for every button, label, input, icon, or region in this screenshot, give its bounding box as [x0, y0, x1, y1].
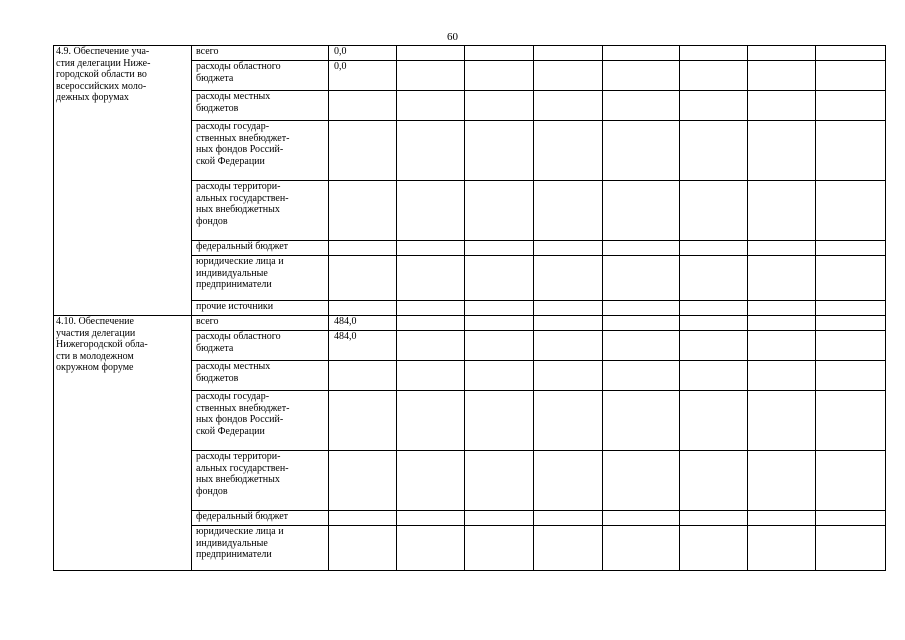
empty-cell: [397, 91, 465, 121]
empty-cell: [397, 121, 465, 181]
empty-cell: [816, 526, 886, 571]
empty-cell: [397, 46, 465, 61]
funding-source-cell: юридические лица и индивидуальные предприниматели: [192, 526, 329, 571]
empty-cell: [465, 301, 534, 316]
empty-cell: [680, 46, 748, 61]
budget-table: [53, 45, 886, 571]
empty-cell: [680, 511, 748, 526]
funding-source-cell: расходы государ- ственных внебюджет- ных фондов Россий- ской Федерации: [192, 391, 329, 451]
empty-cell: [748, 316, 816, 331]
funding-source-cell: федеральный бюджет: [192, 241, 329, 256]
empty-cell: [680, 331, 748, 361]
empty-cell: [816, 61, 886, 91]
empty-cell: [748, 241, 816, 256]
funding-source-cell: расходы областного бюджета: [192, 61, 329, 91]
empty-cell: [534, 316, 603, 331]
empty-cell: [397, 316, 465, 331]
empty-cell: [748, 391, 816, 451]
empty-cell: [465, 61, 534, 91]
empty-cell: [603, 91, 680, 121]
amount-cell: [329, 91, 397, 121]
empty-cell: [680, 316, 748, 331]
empty-cell: [603, 121, 680, 181]
empty-cell: [397, 361, 465, 391]
empty-cell: [465, 46, 534, 61]
empty-cell: [603, 316, 680, 331]
empty-cell: [603, 361, 680, 391]
empty-cell: [680, 391, 748, 451]
funding-source-cell: расходы государ- ственных внебюджет- ных фондов Россий- ской Федерации: [192, 121, 329, 181]
empty-cell: [748, 256, 816, 301]
empty-cell: [534, 511, 603, 526]
funding-source-cell: расходы местных бюджетов: [192, 361, 329, 391]
empty-cell: [748, 331, 816, 361]
amount-cell: [329, 301, 397, 316]
empty-cell: [680, 181, 748, 241]
empty-cell: [748, 361, 816, 391]
empty-cell: [680, 91, 748, 121]
empty-cell: [603, 61, 680, 91]
empty-cell: [397, 61, 465, 91]
empty-cell: [534, 526, 603, 571]
page-number: 60: [447, 31, 458, 43]
empty-cell: [603, 526, 680, 571]
empty-cell: [816, 256, 886, 301]
empty-cell: [680, 256, 748, 301]
funding-source-cell: расходы областного бюджета: [192, 331, 329, 361]
empty-cell: [534, 91, 603, 121]
empty-cell: [680, 241, 748, 256]
empty-cell: [748, 181, 816, 241]
empty-cell: [816, 241, 886, 256]
empty-cell: [603, 331, 680, 361]
amount-cell: [329, 361, 397, 391]
funding-source-cell: прочие источники: [192, 301, 329, 316]
empty-cell: [397, 451, 465, 511]
empty-cell: [465, 391, 534, 451]
empty-cell: [680, 121, 748, 181]
empty-cell: [603, 451, 680, 511]
empty-cell: [465, 241, 534, 256]
empty-cell: [816, 451, 886, 511]
empty-cell: [748, 301, 816, 316]
empty-cell: [816, 301, 886, 316]
empty-cell: [748, 121, 816, 181]
empty-cell: [816, 121, 886, 181]
empty-cell: [816, 91, 886, 121]
amount-cell: [329, 391, 397, 451]
empty-cell: [748, 46, 816, 61]
table-body: [54, 46, 886, 571]
empty-cell: [534, 331, 603, 361]
empty-cell: [397, 331, 465, 361]
funding-source-cell: расходы местных бюджетов: [192, 91, 329, 121]
empty-cell: [465, 256, 534, 301]
empty-cell: [680, 61, 748, 91]
empty-cell: [397, 391, 465, 451]
empty-cell: [465, 451, 534, 511]
table-row: [54, 46, 886, 61]
empty-cell: [680, 361, 748, 391]
empty-cell: [603, 181, 680, 241]
funding-source-cell: всего: [192, 316, 329, 331]
empty-cell: [680, 301, 748, 316]
empty-cell: [534, 361, 603, 391]
measure-name-cell: 4.9. Обеспечение уча- стия делегации Ниже- городской области во всероссийских моло- дежных форумах: [54, 46, 192, 316]
empty-cell: [397, 301, 465, 316]
empty-cell: [397, 526, 465, 571]
empty-cell: [534, 241, 603, 256]
empty-cell: [465, 361, 534, 391]
empty-cell: [816, 316, 886, 331]
empty-cell: [465, 511, 534, 526]
amount-cell: 484,0: [329, 331, 397, 361]
empty-cell: [748, 451, 816, 511]
amount-cell: [329, 121, 397, 181]
empty-cell: [534, 61, 603, 91]
empty-cell: [603, 241, 680, 256]
empty-cell: [603, 256, 680, 301]
amount-cell: [329, 241, 397, 256]
empty-cell: [397, 256, 465, 301]
measure-name-cell: 4.10. Обеспечение участия делегации Нижегородской обла- сти в молодежном окружном форуме: [54, 316, 192, 571]
empty-cell: [603, 301, 680, 316]
empty-cell: [748, 526, 816, 571]
empty-cell: [465, 526, 534, 571]
empty-cell: [465, 91, 534, 121]
funding-source-cell: всего: [192, 46, 329, 61]
empty-cell: [397, 511, 465, 526]
amount-cell: [329, 181, 397, 241]
empty-cell: [534, 391, 603, 451]
empty-cell: [816, 181, 886, 241]
amount-cell: [329, 256, 397, 301]
funding-source-cell: юридические лица и индивидуальные предприниматели: [192, 256, 329, 301]
empty-cell: [748, 61, 816, 91]
empty-cell: [534, 121, 603, 181]
empty-cell: [603, 46, 680, 61]
empty-cell: [465, 181, 534, 241]
amount-cell: 0,0: [329, 61, 397, 91]
empty-cell: [397, 241, 465, 256]
empty-cell: [748, 91, 816, 121]
empty-cell: [534, 451, 603, 511]
funding-source-cell: федеральный бюджет: [192, 511, 329, 526]
amount-cell: [329, 511, 397, 526]
empty-cell: [816, 391, 886, 451]
empty-cell: [534, 301, 603, 316]
empty-cell: [680, 526, 748, 571]
empty-cell: [680, 451, 748, 511]
empty-cell: [603, 391, 680, 451]
funding-source-cell: расходы территори- альных государствен- ных внебюджетных фондов: [192, 451, 329, 511]
empty-cell: [816, 511, 886, 526]
empty-cell: [816, 361, 886, 391]
empty-cell: [465, 316, 534, 331]
empty-cell: [465, 121, 534, 181]
empty-cell: [816, 46, 886, 61]
table-row: [54, 316, 886, 331]
empty-cell: [534, 46, 603, 61]
empty-cell: [534, 181, 603, 241]
empty-cell: [397, 181, 465, 241]
empty-cell: [465, 331, 534, 361]
amount-cell: 0,0: [329, 46, 397, 61]
empty-cell: [816, 331, 886, 361]
amount-cell: 484,0: [329, 316, 397, 331]
funding-source-cell: расходы территори- альных государствен- ных внебюджетных фондов: [192, 181, 329, 241]
empty-cell: [534, 256, 603, 301]
amount-cell: [329, 451, 397, 511]
empty-cell: [748, 511, 816, 526]
amount-cell: [329, 526, 397, 571]
empty-cell: [603, 511, 680, 526]
